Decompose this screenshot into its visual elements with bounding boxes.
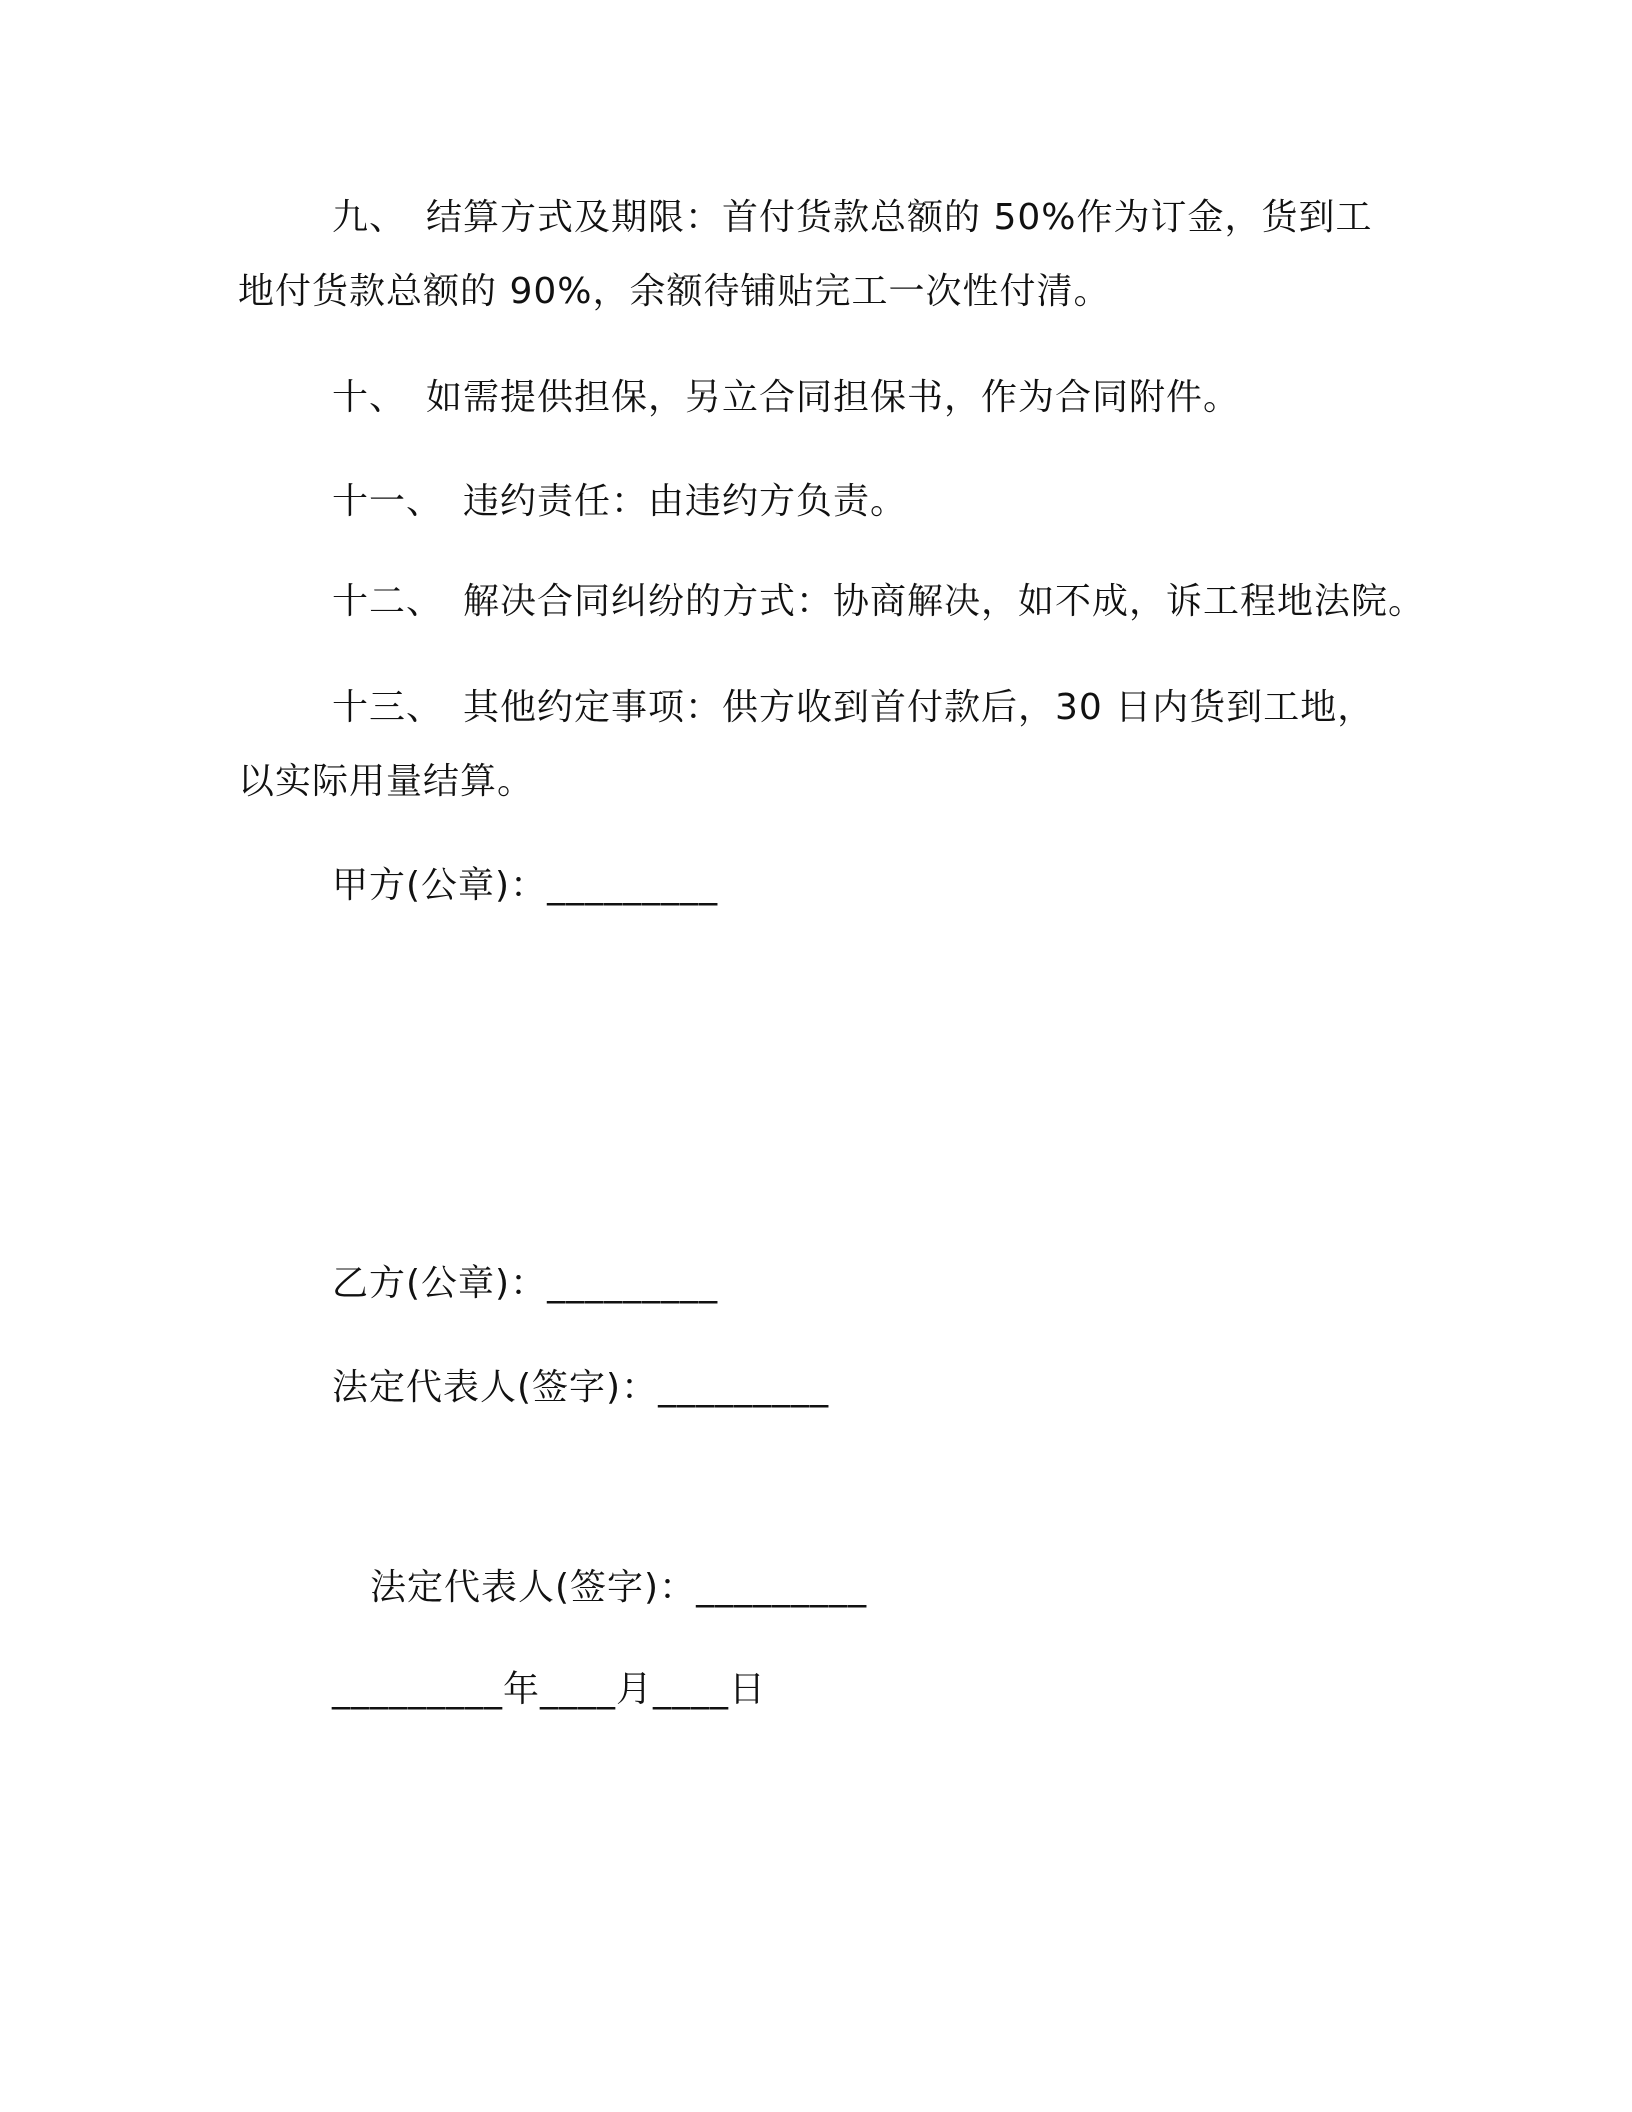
party-b-seal xyxy=(332,1260,718,1308)
party-a-seal xyxy=(332,862,718,910)
clause-10-number: 十、 xyxy=(332,377,407,418)
clause-11-number: 十一、 xyxy=(332,481,444,522)
signing-date xyxy=(332,1666,766,1714)
clause-13-line-1 xyxy=(332,684,1374,732)
clause-9-text-1: 结算方式及期限：首付货款总额的 50%作为订金，货到工 xyxy=(426,197,1373,238)
clause-13-text-2: 以实际用量结算。 xyxy=(238,761,535,802)
clause-9-text-2: 地付货款总额的 90%，余额待铺贴完工一次性付清。 xyxy=(238,271,1111,312)
clause-9-line-2 xyxy=(238,268,1110,316)
clause-11-text-1: 违约责任：由违约方负责。 xyxy=(463,481,908,522)
clause-11-line-1 xyxy=(332,478,907,526)
clause-12-text-1: 解决合同纠纷的方式：协商解决，如不成，诉工程地法院。 xyxy=(463,581,1426,622)
clause-10-line-1 xyxy=(332,374,1240,422)
clause-13-number: 十三、 xyxy=(332,687,444,728)
clause-9-number: 九、 xyxy=(332,197,407,238)
party-b-seal-text: 乙方(公章)：_________ xyxy=(332,1263,719,1304)
clause-13-line-2 xyxy=(238,758,534,806)
clause-12-number: 十二、 xyxy=(332,581,444,622)
legal-representative-signature-2 xyxy=(370,1564,867,1612)
signing-date-text: _________年____月____日 xyxy=(332,1669,766,1710)
party-a-seal-text: 甲方(公章)：_________ xyxy=(332,865,719,906)
clause-10-text-1: 如需提供担保，另立合同担保书，作为合同附件。 xyxy=(426,377,1241,418)
legal-rep-1-text: 法定代表人(签字)：_________ xyxy=(332,1367,830,1408)
legal-rep-2-text: 法定代表人(签字)：_________ xyxy=(370,1567,868,1608)
clause-9-line-1 xyxy=(332,194,1372,242)
clause-13-text-1: 其他约定事项：供方收到首付款后，30 日内货到工地， xyxy=(463,687,1375,728)
legal-representative-signature-1 xyxy=(332,1364,829,1412)
clause-12-line-1 xyxy=(332,578,1425,626)
